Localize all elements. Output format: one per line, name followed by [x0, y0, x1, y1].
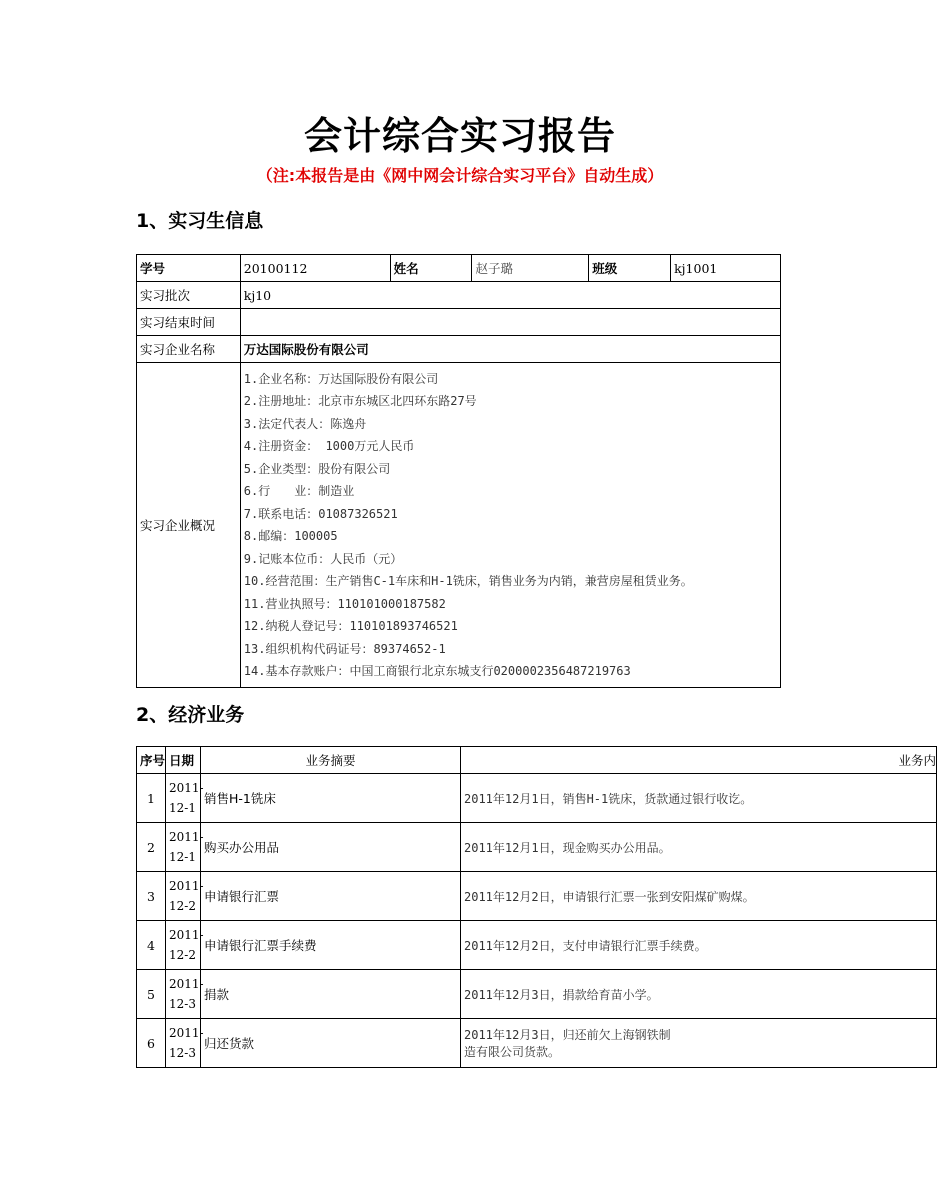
row-summary: 申请银行汇票手续费	[201, 921, 461, 970]
company-value: 万达国际股份有限公司	[240, 336, 780, 363]
student-id-label: 学号	[137, 255, 241, 282]
table-row	[137, 970, 937, 1019]
table-row	[137, 1019, 937, 1068]
overview-item: 13.组织机构代码证号：89374652-1	[243, 641, 446, 656]
table-row	[137, 921, 937, 970]
row-content: 2011年12月2日，申请银行汇票一张到安阳煤矿购煤。	[461, 872, 937, 921]
student-class-value: kj1001	[671, 255, 781, 282]
header-no: 序号	[137, 747, 166, 774]
header-content: 业务内	[461, 747, 937, 774]
row-no: 4	[137, 921, 166, 970]
section-heading-student-info: 1、实习生信息	[136, 210, 264, 232]
table-row	[137, 872, 937, 921]
row-summary: 捐款	[201, 970, 461, 1019]
row-date: 2011-12-2	[166, 872, 201, 921]
overview-item: 6.行 业：制造业	[243, 484, 355, 498]
row-no: 5	[137, 970, 166, 1019]
overview-item: 1.企业名称：万达国际股份有限公司	[243, 371, 439, 386]
student-id-value: 20100112	[240, 255, 390, 282]
row-content-line: 2011年12月3日，归还前欠上海钢铁制	[464, 1028, 671, 1042]
row-no: 2	[137, 823, 166, 872]
batch-value: kj10	[240, 282, 780, 309]
overview-item: 4.注册资金： 1000万元人民币	[243, 439, 415, 453]
overview-item: 2.注册地址：北京市东城区北四环东路27号	[243, 394, 477, 408]
row-summary: 归还货款	[201, 1019, 461, 1068]
row-date: 2011-12-1	[166, 823, 201, 872]
row-content: 2011年12月3日，捐款给育苗小学。	[461, 970, 937, 1019]
end-time-label: 实习结束时间	[137, 309, 241, 336]
business-header-row	[137, 747, 937, 774]
header-summary: 业务摘要	[201, 747, 461, 774]
overview-item: 5.企业类型：股份有限公司	[243, 461, 391, 476]
table-row	[137, 774, 937, 823]
row-summary: 申请银行汇票	[201, 872, 461, 921]
row-date: 2011-12-1	[166, 774, 201, 823]
overview-item: 11.营业执照号：110101000187582	[243, 596, 446, 611]
row-no: 1	[137, 774, 166, 823]
row-no: 6	[137, 1019, 166, 1068]
section-heading-business: 2、经济业务	[136, 704, 245, 726]
overview-item: 14.基本存款账户：中国工商银行北京东城支行0200002356487219763	[243, 664, 631, 678]
overview-item: 3.法定代表人：陈逸舟	[243, 416, 367, 431]
business-table	[136, 746, 937, 1068]
student-name-label: 姓名	[390, 255, 472, 282]
overview-item: 7.联系电话：01087326521	[243, 506, 398, 521]
overview-item: 12.纳税人登记号：110101893746521	[243, 619, 458, 633]
overview-item: 10.经营范围：生产销售C-1车床和H-1铣床，销售业务为内销，兼营房屋租赁业务。	[243, 574, 693, 588]
row-date: 2011-12-2	[166, 921, 201, 970]
row-content	[461, 1019, 937, 1068]
table-row	[137, 823, 937, 872]
row-summary: 购买办公用品	[201, 823, 461, 872]
batch-label: 实习批次	[137, 282, 241, 309]
row-summary: 销售H-1铣床	[201, 774, 461, 823]
company-label: 实习企业名称	[137, 336, 241, 363]
report-title: 会计综合实习报告	[303, 114, 616, 158]
overview-item: 8.邮编：100005	[243, 529, 338, 543]
row-content: 2011年12月1日，销售H-1铣床，货款通过银行收讫。	[461, 774, 937, 823]
row-date: 2011-12-3	[166, 1019, 201, 1068]
row-content: 2011年12月1日，现金购买办公用品。	[461, 823, 937, 872]
student-name-value: 赵子璐	[472, 255, 589, 282]
row-content: 2011年12月2日，支付申请银行汇票手续费。	[461, 921, 937, 970]
overview-label: 实习企业概况	[137, 363, 241, 688]
student-class-label: 班级	[589, 255, 671, 282]
row-no: 3	[137, 872, 166, 921]
header-date: 日期	[166, 747, 201, 774]
row-date: 2011-12-3	[166, 970, 201, 1019]
report-note: （注:本报告是由《网中网会计综合实习平台》自动生成）	[256, 166, 664, 185]
overview-item: 9.记账本位币：人民币（元）	[243, 551, 403, 566]
row-content-line: 造有限公司货款。	[464, 1045, 561, 1059]
